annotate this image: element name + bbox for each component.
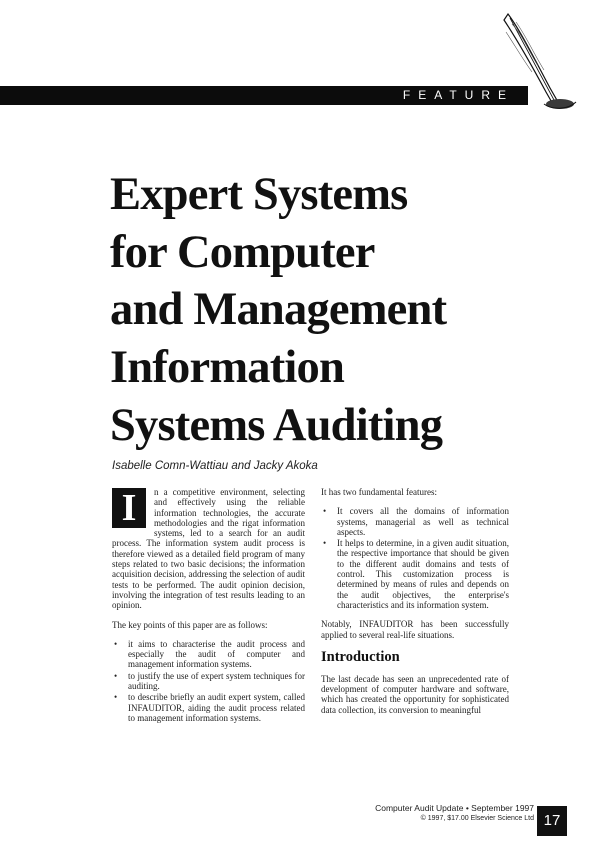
left-column bbox=[112, 487, 305, 732]
list-item: • to describe briefly an audit expert system, called INFAUDITOR, aiding the audit process related to management information systems. bbox=[112, 692, 305, 723]
title-line: Information bbox=[110, 342, 345, 394]
article-title bbox=[110, 166, 570, 455]
title-line: Systems Auditing bbox=[110, 399, 443, 451]
opening-paragraph bbox=[112, 487, 305, 611]
page-number: 17 bbox=[537, 806, 567, 836]
notably-paragraph: Notably, INFAUDITOR has been successfully applied to several real-life situations. bbox=[321, 619, 509, 640]
page-footer bbox=[375, 803, 534, 823]
introduction-paragraph: The last decade has seen an unprecedented rate of development of computer hardware and software, which has created the opportunity for sophisticated data collection, its conversion to meaningful bbox=[321, 673, 509, 715]
features-intro: It has two fundamental features: bbox=[321, 487, 437, 497]
section-banner bbox=[0, 86, 528, 105]
title-line: for Computer bbox=[110, 226, 375, 278]
title-line: and Management bbox=[110, 284, 447, 336]
section-label: FEATURE bbox=[402, 88, 514, 102]
list-item: • It helps to determine, in a given audit situation, the respective importance that should be given to the different audit domains and tests of control. This customization process is determined by means of rules and depends on the audit objectives, the enterprise's characteristics and its information system. bbox=[321, 538, 509, 610]
journal-citation: Computer Audit Update • September 1997 bbox=[375, 803, 534, 813]
title-line: Expert Systems bbox=[110, 169, 408, 220]
key-points-list bbox=[112, 639, 305, 723]
list-item: • it aims to characterise the audit process and especially the audit of computer and management information systems. bbox=[112, 639, 305, 670]
right-column bbox=[321, 487, 509, 724]
list-item: • It covers all the domains of information systems, managerial as well as technical aspects. bbox=[321, 506, 509, 537]
copyright-notice: © 1997, $17.00 Elsevier Science Ltd bbox=[420, 815, 534, 822]
opening-paragraph-text: n a competitive environment, selecting and effectively using the reliable information technologies, the accurate methodologies and the rigat information systems, led to a search for an audit process. The information system audit process is therefore viewed as a detailed field program of many steps related to two basic decisions; the information acquisition decision, addressing the selection of audit tests to be performed. The audit opinion decision, involving the integration of test results leading to an opinion. bbox=[112, 487, 305, 611]
list-item: • to justify the use of expert system techniques for auditing. bbox=[112, 671, 305, 692]
section-heading: Introduction bbox=[321, 648, 400, 665]
features-list bbox=[321, 506, 509, 610]
key-points-intro: The key points of this paper are as follows: bbox=[112, 619, 268, 630]
article-authors: Isabelle Comn-Wattiau and Jacky Akoka bbox=[112, 460, 318, 472]
drop-cap: I bbox=[112, 488, 146, 528]
